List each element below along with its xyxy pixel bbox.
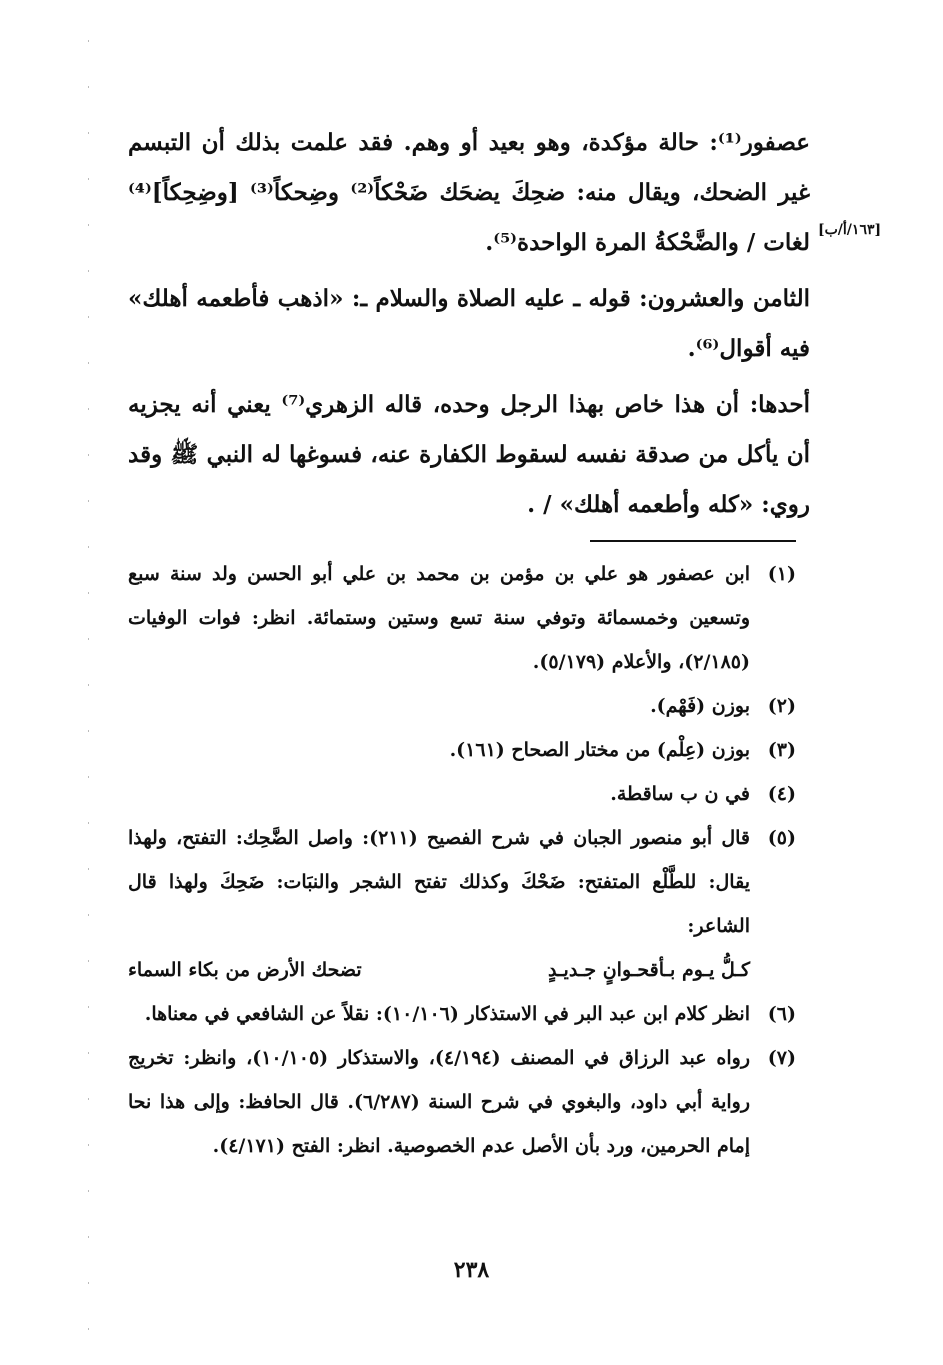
footnote-number: (١) (767, 563, 796, 585)
footnote-text: ابن عصفور هو علي بن مؤمن بن محمد بن علي أبو الحسن ولد سنة سبع وتسعين وخمسمائة وتوفي سنة تسع وستين وستمائة. انظر: فوات الوفيات (٢/١٨٥)، والأعلام (٥/١٧٩). (128, 563, 750, 673)
footnote-separator (590, 540, 796, 542)
footnote-2 (128, 684, 796, 728)
verse-second-hemistich: تضحك الأرض من بكاء السماء (128, 959, 362, 981)
footnote-number: (٥) (767, 827, 796, 849)
footnote-7 (128, 1036, 796, 1168)
footnote-text: بوزن (عِلْم) من مختار الصحاح (١٦١). (449, 739, 750, 761)
paragraph-1: عصفور⁽¹⁾: حالة مؤكدة، وهو بعيد أو وهم. فقد علمت بذلك أن التبسم غير الضحك، ويقال منه: ضحِكَ يضحَك ضَحْكاً⁽²⁾ وضِحكاً⁽³⁾ [وضِحِكاً]⁽⁴⁾ لغات / والضَّحْكةُ المرة الواحدة⁽⁵⁾. (128, 129, 810, 256)
footnote-number: (٦) (767, 1003, 796, 1025)
footnote-6 (128, 992, 796, 1036)
footnote-4 (128, 772, 796, 816)
footnote-text: بوزن (فَهْم). (650, 695, 750, 717)
footnote-number: (٣) (767, 739, 796, 761)
footnote-number: (٤) (767, 783, 796, 805)
footnote-text: في ن ب ساقطة. (610, 783, 750, 805)
footnote-text: انظر كلام ابن عبد البر في الاستذكار (١٠/١٠٦): نقلاً عن الشافعي في معناها. (144, 1003, 750, 1025)
footnote-5 (128, 816, 796, 948)
footnote-3 (128, 728, 796, 772)
footnote-number: (٧) (767, 1047, 796, 1069)
footnote-text: قال أبو منصور الجبان في شرح الفصيح (٢١١): واصل الضَّحِك: التفتح، ولهذا يقال: للطَّلْع المتفتح: ضَحْكَ وكذلك تفتح الشجر والنبَات: ضَحِكَ ولهذا قال الشاعر: (128, 827, 751, 937)
footnote-1 (128, 552, 796, 684)
footnote-text: رواه عبد الرزاق في المصنف (٤/١٩٤)، والاستذكار (١٠/١٠٥)، وانظر: تخريج رواية أبي داود، والبغوي في شرح السنة (٦/٢٨٧). قال الحافظ: وإلى هذا نحا إمام الحرمين، ورد بأن الأصل عدم الخصوصية. انظر: الفتح (٤/١٧١). (128, 1047, 750, 1157)
margin-dots (88, 40, 89, 1340)
verse-first-hemistich: كـلُّ يـوم بـأقحـوانٍ جـديـدٍ (548, 959, 750, 981)
poetry-verse (128, 948, 796, 992)
paragraph-3: أحدها: أن هذا خاص بهذا الرجل وحده، قاله الزهري⁽⁷⁾ يعني أنه يجزيه أن يأكل من صدقة نفسه لسقوط الكفارة عنه، فسوغها له النبي ﷺ وقد روي: «كله وأطعمه أهلك» / . (128, 391, 811, 518)
footnote-number: (٢) (767, 695, 796, 717)
main-text (128, 118, 810, 530)
margin-reference: [١٦٣/أ/ب] (818, 222, 882, 238)
footnotes (128, 552, 796, 1168)
paragraph-2: الثامن والعشرون: قوله ـ عليه الصلاة والسلام ـ: «اذهب فأطعمه أهلك» فيه أقوال⁽⁶⁾. (128, 285, 810, 362)
page-number: ٢٣٨ (453, 1257, 490, 1283)
